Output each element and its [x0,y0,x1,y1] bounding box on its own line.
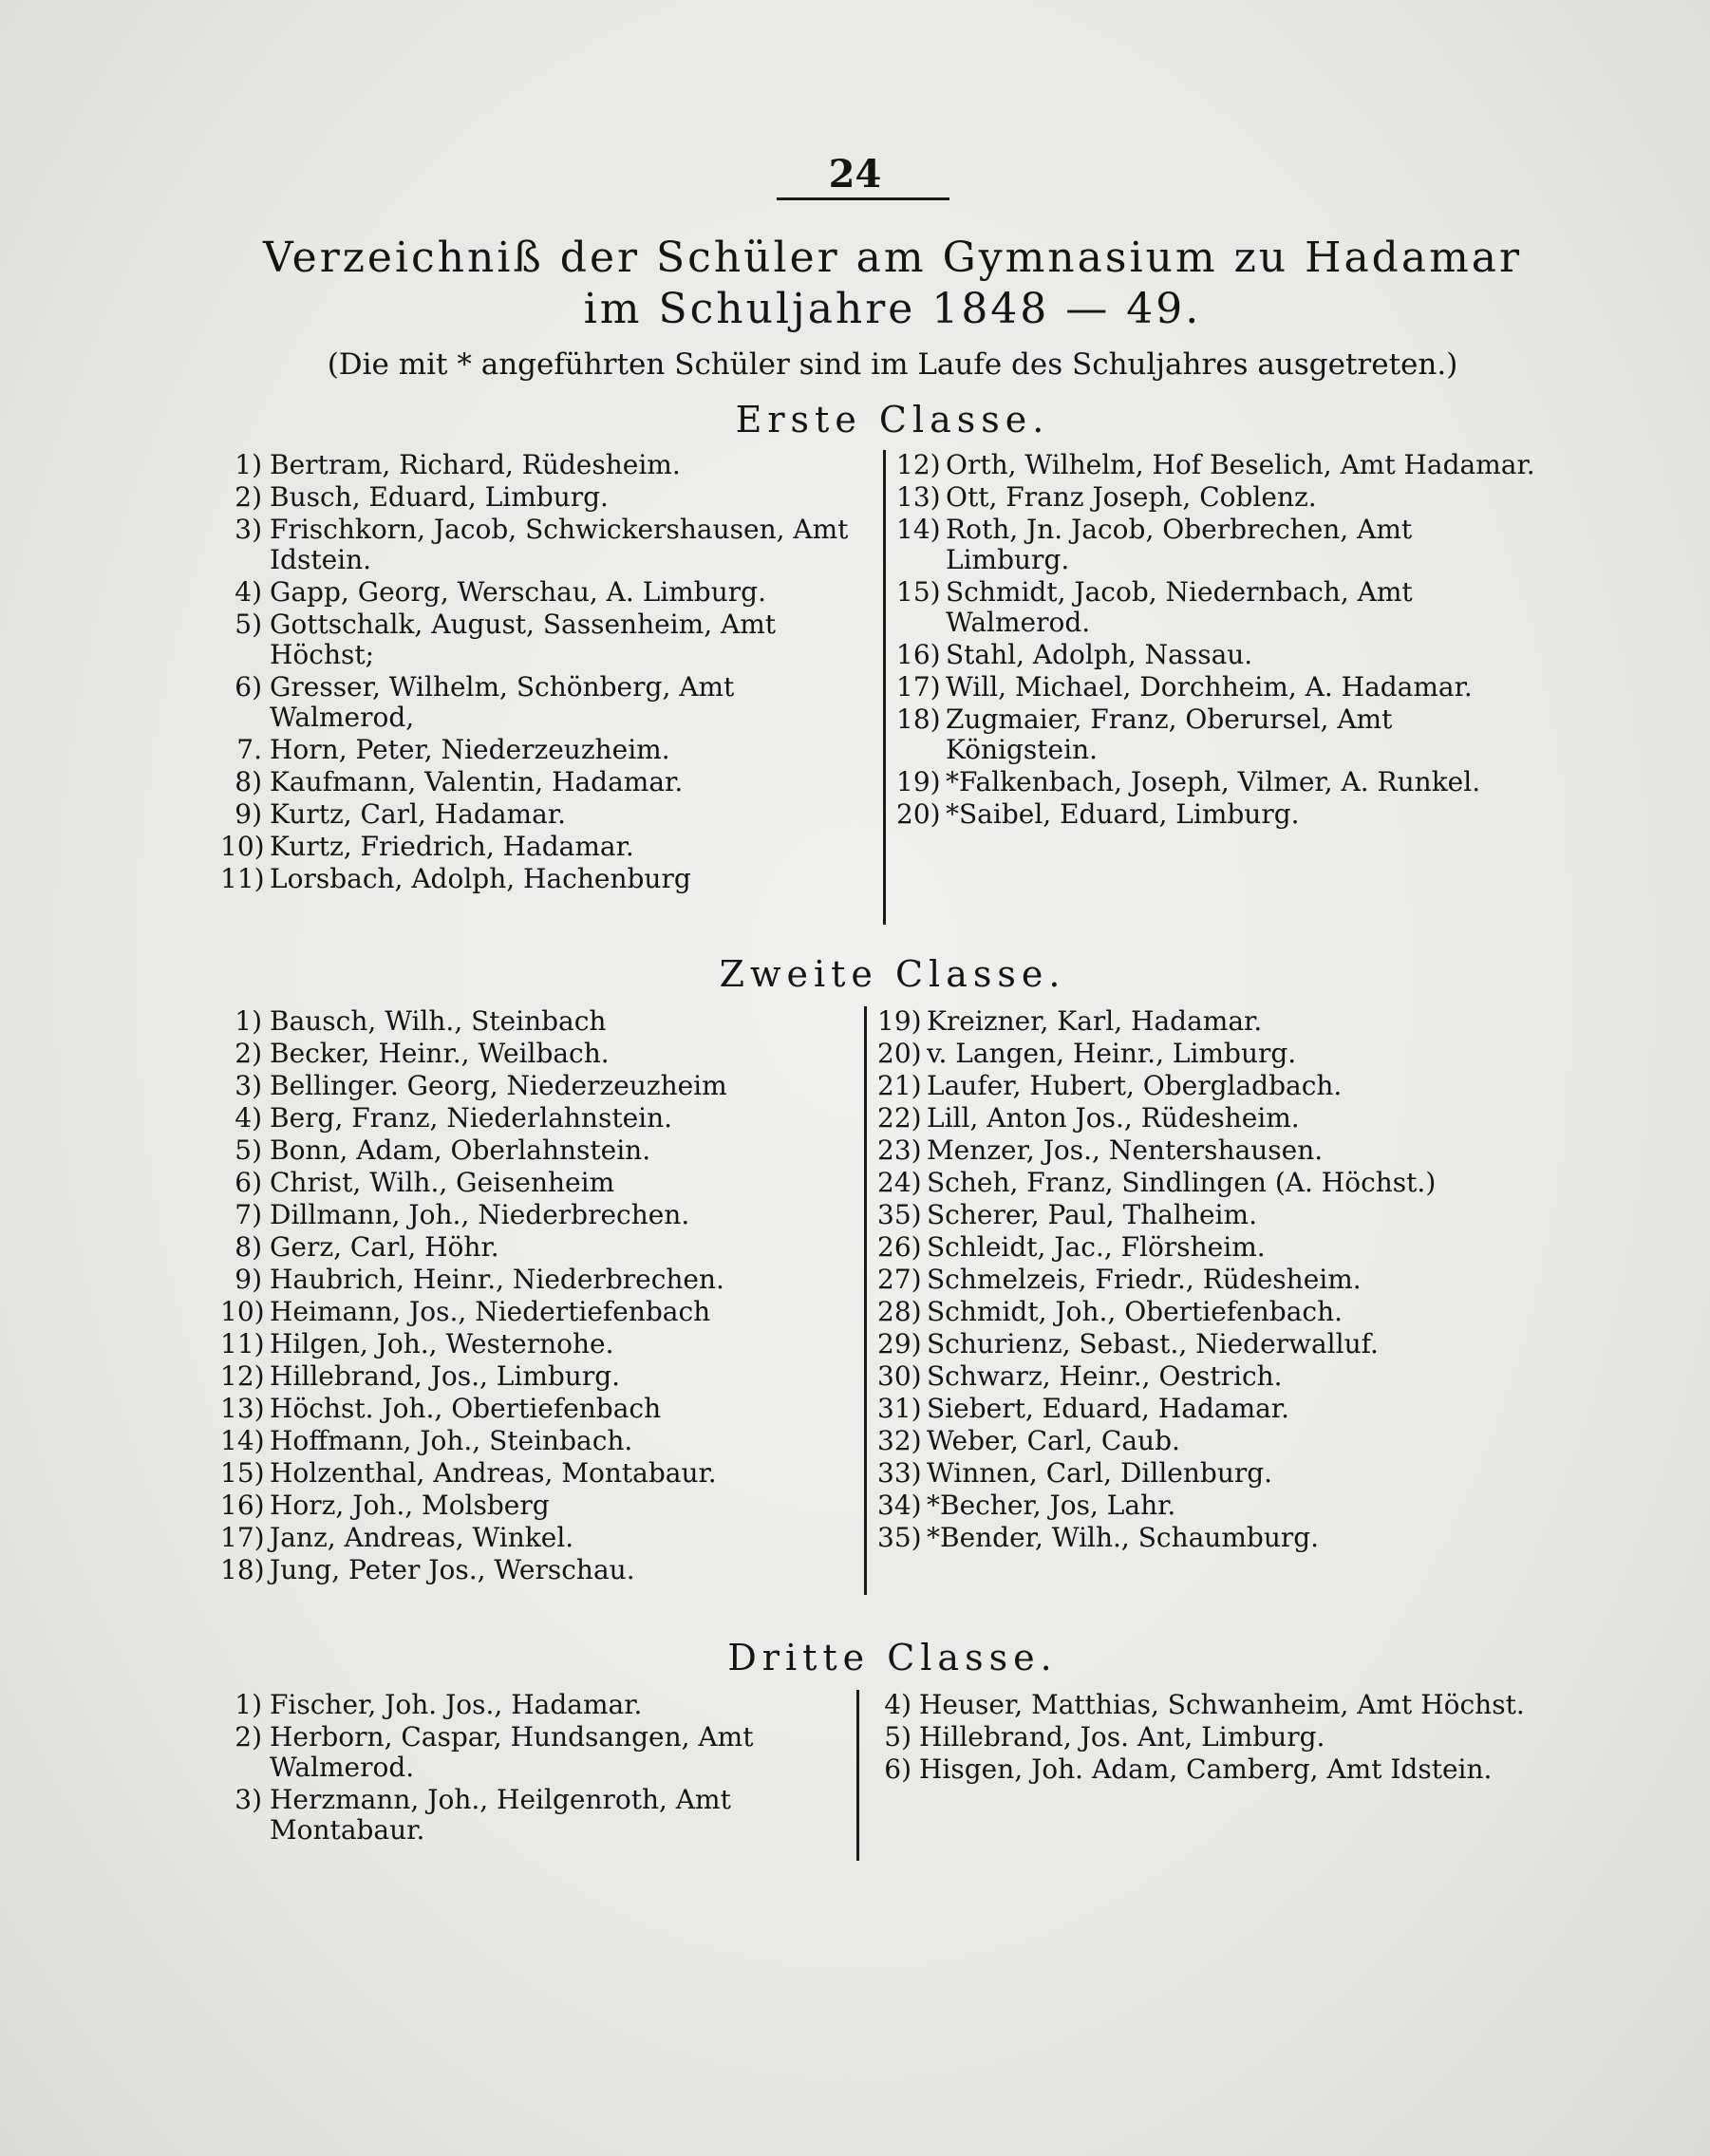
student-entry [870,1690,1534,1720]
student-name: *Bender, Wilh., Schaumburg. [927,1522,1320,1553]
student-entry [220,1071,856,1101]
student-entry [896,450,1542,480]
page-number-rule [777,197,949,200]
entry-number: 1) [235,1689,262,1720]
entry-number: 20) [896,798,941,830]
student-name: Heuser, Matthias, Schwanheim, Amt Höchst. [919,1689,1525,1720]
student-entry [896,577,1542,638]
entry-number: 2) [235,1038,262,1069]
student-entry [220,1785,847,1846]
page-number: 24 [828,152,882,197]
entry-number: 2) [235,481,262,513]
student-name: Herborn, Caspar, Hundsangen, Amt Walmerod. [270,1721,754,1783]
student-name: Siebert, Eduard, Hadamar. [927,1393,1290,1424]
student-entry [220,609,875,670]
student-entry [220,482,875,513]
page-title: Verzeichniß der Schüler am Gymnasium zu Hadamar [262,234,1523,282]
student-entry [896,704,1542,765]
entry-number: 18) [896,703,941,735]
entry-number: 1) [235,1005,262,1037]
entry-number: 2) [235,1721,262,1753]
class-3-left-list [220,1690,847,1847]
student-name: Stahl, Adolph, Nassau. [946,639,1253,670]
student-name: Busch, Eduard, Limburg. [270,481,609,513]
entry-number: 22) [877,1102,922,1134]
entry-number: 11) [220,863,265,894]
entry-number: 19) [896,766,941,797]
student-name: Bonn, Adam, Oberlahnstein. [270,1134,651,1166]
entry-number: 14) [220,1425,265,1456]
student-name: Heimann, Jos., Niedertiefenbach [270,1296,711,1327]
class-3-right-list [870,1690,1534,1787]
student-name: Janz, Andreas, Winkel. [270,1522,574,1553]
student-name: v. Langen, Heinr., Limburg. [927,1038,1297,1069]
student-entry [220,1523,856,1553]
student-entry [220,1722,847,1783]
entry-number: 3) [235,1070,262,1101]
page-subtitle: im Schuljahre 1848 — 49. [583,285,1202,333]
student-entry [877,1458,1542,1489]
entry-number: 13) [220,1393,265,1424]
entry-number: 29) [877,1328,922,1359]
class-heading-1: Erste Classe. [735,399,1050,441]
student-entry [220,832,875,862]
student-entry [877,1490,1542,1521]
student-entry [220,735,875,765]
entry-number: 10) [220,831,265,862]
student-entry [220,1361,856,1392]
student-entry [896,515,1542,575]
student-name: Horn, Peter, Niederzeuzheim. [270,734,670,765]
student-entry [220,1458,856,1489]
student-name: Laufer, Hubert, Obergladbach. [927,1070,1343,1101]
student-name: Hillebrand, Jos., Limburg. [270,1360,621,1392]
student-name: Will, Michael, Dorchheim, A. Hadamar. [946,671,1473,703]
class-2-right-list [877,1006,1542,1555]
student-entry [877,1523,1542,1553]
entry-number: 12) [220,1360,265,1392]
entry-number: 9) [235,798,262,830]
entry-number: 4) [235,576,262,608]
entry-number: 9) [235,1264,262,1295]
entry-number: 26) [877,1231,922,1263]
class-2-left-list [220,1006,856,1587]
student-entry [877,1168,1542,1198]
student-name: Bellinger. Georg, Niederzeuzheim [270,1070,727,1101]
student-name: Schleidt, Jac., Flörsheim. [927,1231,1266,1263]
student-entry [896,767,1542,797]
student-entry [220,1690,847,1720]
student-name: Becker, Heinr., Weilbach. [270,1038,610,1069]
entry-number: 14) [896,514,941,545]
student-name: Bausch, Wilh., Steinbach [270,1005,607,1037]
student-entry [220,1135,856,1166]
entry-number: 3) [235,1784,262,1815]
entry-number: 3) [235,514,262,545]
student-entry [220,1297,856,1327]
student-name: Berg, Franz, Niederlahnstein. [270,1102,673,1134]
student-entry [896,672,1542,703]
student-name: Christ, Wilh., Geisenheim [270,1167,615,1198]
student-name: *Saibel, Eduard, Limburg. [946,798,1300,830]
student-entry [896,482,1542,513]
student-name: Schmidt, Joh., Obertiefenbach. [927,1296,1344,1327]
student-name: Hillebrand, Jos. Ant, Limburg. [919,1721,1325,1753]
entry-number: 32) [877,1425,922,1456]
entry-number: 4) [235,1102,262,1134]
student-entry [896,640,1542,670]
entry-number: 18) [220,1554,265,1585]
student-name: Winnen, Carl, Dillenburg. [927,1457,1273,1489]
student-name: Holzenthal, Andreas, Montabaur. [270,1457,717,1489]
entry-number: 5) [235,1134,262,1166]
class-1-left-list [220,450,875,896]
student-entry [220,515,875,575]
entry-number: 6) [884,1753,911,1785]
student-entry [220,1232,856,1263]
student-name: Schurienz, Sebast., Niederwalluf. [927,1328,1379,1359]
student-name: Hilgen, Joh., Westernohe. [270,1328,614,1359]
entry-number: 21) [877,1070,922,1101]
student-entry [877,1265,1542,1295]
student-name: Weber, Carl, Caub. [927,1425,1180,1456]
entry-number: 17) [896,671,941,703]
class-heading-2: Zweite Classe. [719,953,1066,995]
entry-number: 28) [877,1296,922,1327]
student-entry [877,1071,1542,1101]
student-name: Gresser, Wilhelm, Schönberg, Amt Walmerod, [270,671,735,733]
student-name: Menzer, Jos., Nentershausen. [927,1134,1324,1166]
student-entry [220,1200,856,1230]
student-name: Frischkorn, Jacob, Schwickershausen, Amt Idstein. [270,514,849,575]
student-entry [877,1200,1542,1230]
student-name: Lorsbach, Adolph, Hachenburg [270,863,691,894]
entry-number: 30) [877,1360,922,1392]
student-entry [220,1265,856,1295]
student-name: Kaufmann, Valentin, Hadamar. [270,766,684,797]
student-entry [220,1103,856,1134]
student-entry [220,799,875,830]
entry-number: 15) [220,1457,265,1489]
student-entry [877,1297,1542,1327]
student-entry [877,1329,1542,1359]
entry-number: 20) [877,1038,922,1069]
entry-number: 8) [235,766,262,797]
entry-number: 12) [896,449,941,480]
student-name: Schmelzeis, Friedr., Rüdesheim. [927,1264,1362,1295]
class-1-right-list [896,450,1542,832]
student-entry [870,1754,1534,1785]
student-name: Kurtz, Friedrich, Hadamar. [270,831,634,862]
student-name: Kurtz, Carl, Hadamar. [270,798,566,830]
entry-number: 1) [235,449,262,480]
student-entry [220,1426,856,1456]
class-heading-3: Dritte Classe. [727,1637,1058,1678]
student-entry [870,1722,1534,1753]
student-entry [877,1361,1542,1392]
student-entry [877,1103,1542,1134]
column-divider [883,450,886,925]
student-name: Horz, Joh., Molsberg [270,1490,550,1521]
student-name: Herzmann, Joh., Heilgenroth, Amt Montabaur. [270,1784,731,1846]
student-name: Orth, Wilhelm, Hof Beselich, Amt Hadamar. [946,449,1535,480]
student-name: *Falkenbach, Joseph, Vilmer, A. Runkel. [946,766,1481,797]
entry-number: 4) [884,1689,911,1720]
student-name: Kreizner, Karl, Hadamar. [927,1005,1263,1037]
student-entry [896,799,1542,830]
entry-number: 17) [220,1522,265,1553]
student-name: Zugmaier, Franz, Oberursel, Amt Königstein. [946,703,1393,765]
student-name: Hoffmann, Joh., Steinbach. [270,1425,633,1456]
student-name: Lill, Anton Jos., Rüdesheim. [927,1102,1300,1134]
student-entry [877,1006,1542,1037]
student-entry [220,864,875,894]
entry-number: 19) [877,1005,922,1037]
entry-number: 33) [877,1457,922,1489]
entry-number: 35) [877,1522,922,1553]
entry-number: 8) [235,1231,262,1263]
entry-number: 23) [877,1134,922,1166]
student-name: Bertram, Richard, Rüdesheim. [270,449,681,480]
entry-number: 31) [877,1393,922,1424]
student-entry [877,1394,1542,1424]
student-entry [877,1039,1542,1069]
student-entry [877,1426,1542,1456]
student-name: Dillmann, Joh., Niederbrechen. [270,1199,690,1230]
student-entry [220,1329,856,1359]
student-entry [220,577,875,608]
student-name: Ott, Franz Joseph, Coblenz. [946,481,1317,513]
student-name: Schmidt, Jacob, Niedernbach, Amt Walmerod. [946,576,1413,638]
student-name: Gapp, Georg, Werschau, A. Limburg. [270,576,766,608]
student-entry [220,450,875,480]
entry-number: 35) [877,1199,922,1230]
column-divider [864,1006,867,1595]
student-name: Gottschalk, August, Sassenheim, Amt Höchst; [270,609,777,670]
entry-number: 7) [235,1199,262,1230]
student-entry [220,1006,856,1037]
student-entry [220,672,875,733]
student-name: Haubrich, Heinr., Niederbrechen. [270,1264,724,1295]
entry-number: 5) [884,1721,911,1753]
entry-number: 13) [896,481,941,513]
entry-number: 7. [236,734,262,765]
entry-number: 10) [220,1296,265,1327]
student-entry [220,1490,856,1521]
footnote-note: (Die mit * angeführten Schüler sind im Laufe des Schuljahres ausgetreten.) [327,347,1458,382]
student-name: Schwarz, Heinr., Oestrich. [927,1360,1283,1392]
entry-number: 27) [877,1264,922,1295]
student-name: Jung, Peter Jos., Werschau. [270,1554,635,1585]
student-name: Gerz, Carl, Höhr. [270,1231,499,1263]
entry-number: 24) [877,1167,922,1198]
student-name: Hisgen, Joh. Adam, Camberg, Amt Idstein. [919,1753,1493,1785]
student-entry [220,1394,856,1424]
entry-number: 6) [235,671,262,703]
student-entry [877,1135,1542,1166]
student-name: Höchst. Joh., Obertiefenbach [270,1393,662,1424]
student-entry [220,767,875,797]
entry-number: 34) [877,1490,922,1521]
student-name: Scherer, Paul, Thalheim. [927,1199,1257,1230]
student-entry [220,1555,856,1585]
entry-number: 16) [896,639,941,670]
entry-number: 15) [896,576,941,608]
student-entry [220,1168,856,1198]
student-entry [220,1039,856,1069]
entry-number: 5) [235,609,262,640]
student-name: *Becher, Jos, Lahr. [927,1490,1176,1521]
student-name: Roth, Jn. Jacob, Oberbrechen, Amt Limburg. [946,514,1413,575]
entry-number: 11) [220,1328,265,1359]
student-name: Fischer, Joh. Jos., Hadamar. [270,1689,643,1720]
entry-number: 16) [220,1490,265,1521]
student-entry [877,1232,1542,1263]
column-divider [856,1690,859,1861]
student-name: Scheh, Franz, Sindlingen (A. Höchst.) [927,1167,1437,1198]
entry-number: 6) [235,1167,262,1198]
